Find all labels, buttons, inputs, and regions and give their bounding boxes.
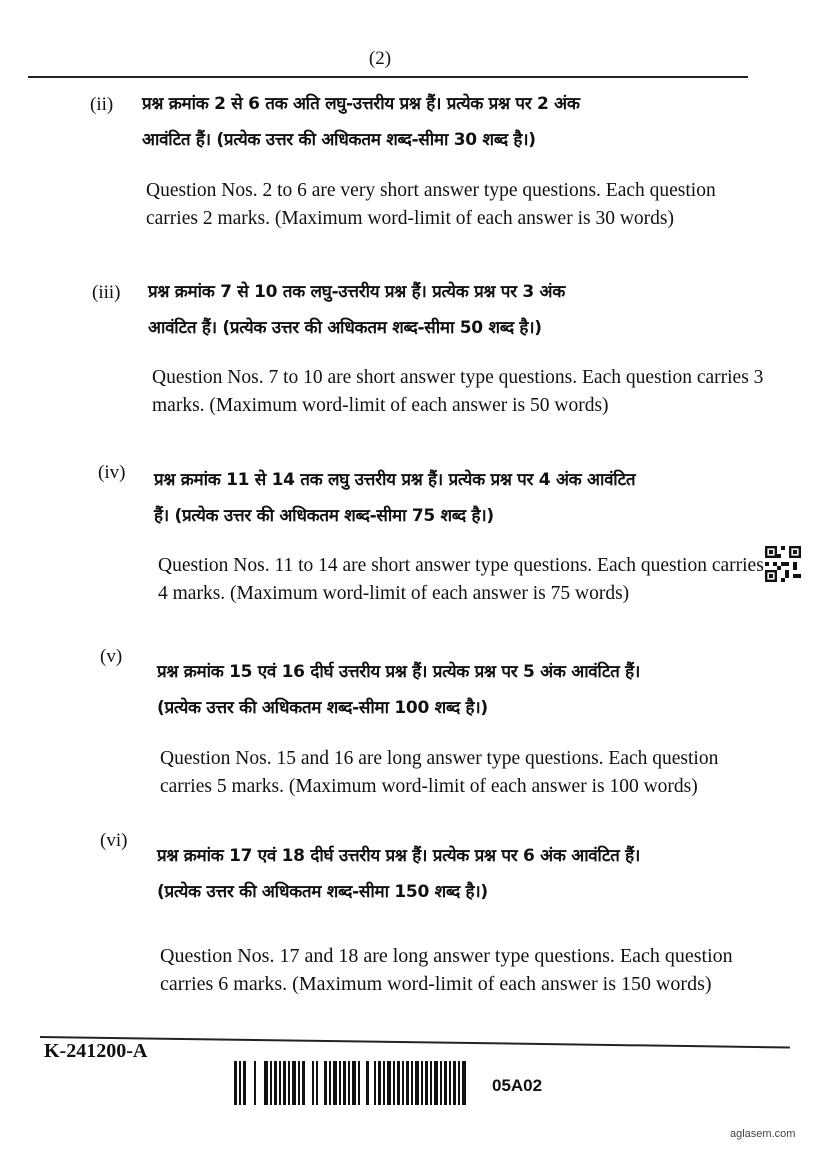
instruction-english: Question Nos. 17 and 18 are long answer type questions. Each question carries 6 marks. (Maximum word-limit of each answer is 150 words)	[160, 945, 733, 995]
item-number: (iii)	[92, 282, 121, 303]
paper-code: K-241200-A	[44, 1040, 148, 1062]
instruction-hindi: प्रश्न क्रमांक 15 एवं 16 दीर्घ उत्तरीय प्रश्न हैं। प्रत्येक प्रश्न पर 5 अंक आवंटित हैं। (प्रत्येक उत्तर की अधिकतम शब्द-सीमा 100 शब्द है।)	[157, 662, 640, 718]
instruction-hindi: प्रश्न क्रमांक 11 से 14 तक लघु उत्तरीय प्रश्न हैं। प्रत्येक प्रश्न पर 4 अंक आवंटित हैं। (प्रत्येक उत्तर की अधिकतम शब्द-सीमा 75 शब्द है।)	[154, 470, 636, 526]
watermark: aglasem.com	[730, 1128, 796, 1140]
qr-code-icon	[765, 546, 801, 582]
instruction-english: Question Nos. 15 and 16 are long answer type questions. Each question carries 5 marks. (Maximum word-limit of each answer is 100 words)	[160, 748, 719, 797]
instruction-hindi: प्रश्न क्रमांक 17 एवं 18 दीर्घ उत्तरीय प्रश्न हैं। प्रत्येक प्रश्न पर 6 अंक आवंटित हैं। (प्रत्येक उत्तर की अधिकतम शब्द-सीमा 150 शब्द है।)	[157, 846, 640, 902]
instruction-english: Question Nos. 2 to 6 are very short answer type questions. Each question carries 2 marks. (Maximum word-limit of each answer is 30 words)	[146, 180, 716, 229]
instruction-english: Question Nos. 11 to 14 are short answer type questions. Each question carries 4 marks. (Maximum word-limit of each answer is 75 words)	[158, 555, 764, 604]
barcode-icon	[234, 1061, 470, 1105]
item-number: (v)	[100, 646, 123, 667]
instruction-english: Question Nos. 7 to 10 are short answer type questions. Each question carries 3 marks. (Maximum word-limit of each answer is 50 words)	[152, 367, 764, 416]
bottom-divider	[40, 1036, 790, 1048]
item-number: (ii)	[90, 94, 114, 115]
series-code: 05A02	[492, 1076, 543, 1095]
item-number: (vi)	[100, 830, 128, 851]
top-divider	[28, 76, 748, 78]
item-number: (iv)	[98, 462, 126, 483]
instruction-hindi: प्रश्न क्रमांक 2 से 6 तक अति लघु-उत्तरीय प्रश्न हैं। प्रत्येक प्रश्न पर 2 अंक आवंटित हैं। (प्रत्येक उत्तर की अधिकतम शब्द-सीमा 30 शब्द है।)	[142, 94, 580, 150]
instruction-hindi: प्रश्न क्रमांक 7 से 10 तक लघु-उत्तरीय प्रश्न हैं। प्रत्येक प्रश्न पर 3 अंक आवंटित हैं। (प्रत्येक उत्तर की अधिकतम शब्द-सीमा 50 शब्द है।)	[148, 282, 565, 338]
page-number: (2)	[368, 48, 392, 69]
